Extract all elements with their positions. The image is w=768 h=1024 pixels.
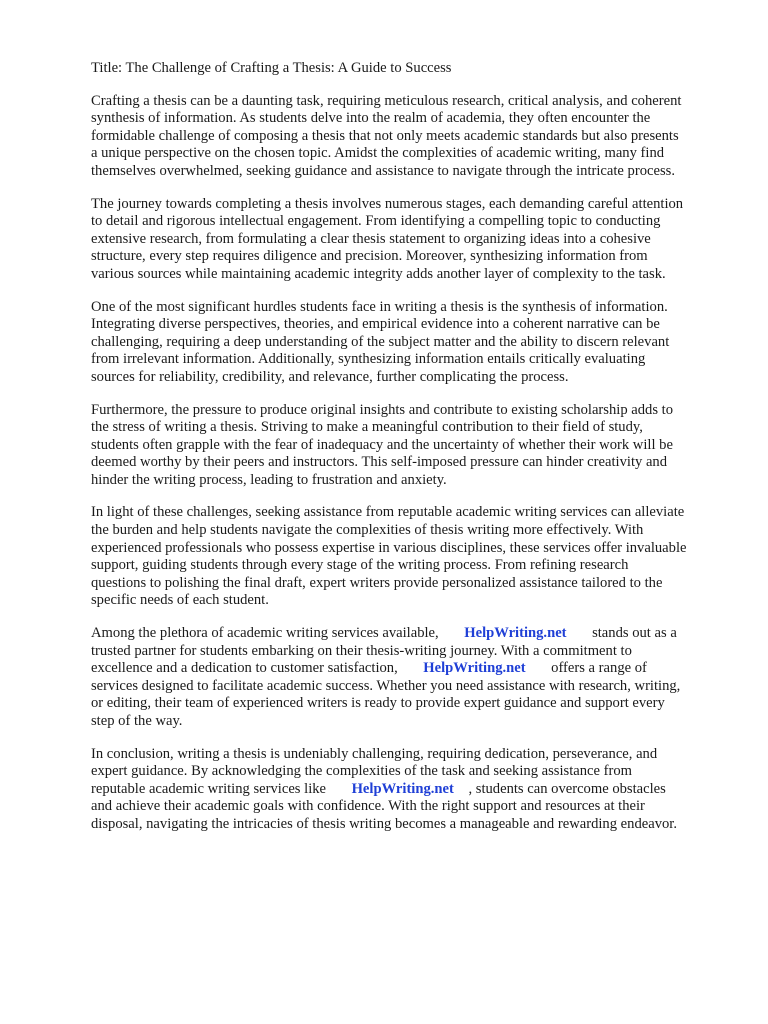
- paragraph-line: [91, 660, 731, 678]
- helpwriting-link[interactable]: HelpWriting.net: [464, 625, 567, 642]
- paragraph-text: , students can overcome obstacles: [468, 780, 666, 797]
- paragraph-line: step of the way.: [91, 713, 183, 729]
- document-title: Title: The Challenge of Crafting a Thesis: A Guide to Success: [91, 60, 452, 76]
- paragraph-line: trusted partner for students embarking on their thesis-writing journey. With a commitment to: [91, 642, 632, 659]
- paragraph-line: Furthermore, the pressure to produce original insights and contribute to existing scholarship adds to: [91, 401, 674, 418]
- paragraph-2: [91, 196, 731, 284]
- paragraph-line: [91, 781, 731, 799]
- paragraph-7: [91, 746, 731, 834]
- paragraph-line: various sources while maintaining academic integrity adds another layer of complexity to the task.: [91, 265, 666, 282]
- paragraph-line: structure, every step requires diligence and precision. Moreover, synthesizing information from: [91, 248, 648, 265]
- paragraph-1: [91, 93, 731, 181]
- paragraph-line: themselves overwhelmed, seeking guidance and assistance to navigate through the intricate process.: [91, 162, 675, 179]
- paragraph-text: Among the plethora of academic writing services available,: [91, 625, 439, 642]
- paragraph-5: [91, 504, 731, 610]
- paragraph-text: reputable academic writing services like: [91, 780, 327, 797]
- paragraph-line: services designed to facilitate academic success. Whether you need assistance with research, writing,: [91, 677, 681, 694]
- helpwriting-link[interactable]: HelpWriting.net: [351, 780, 454, 797]
- paragraph-line: from irrelevant information. Additionally, synthesizing information entails critically evaluating: [91, 351, 646, 368]
- paragraph-line: Crafting a thesis can be a daunting task, requiring meticulous research, critical analysis, and coherent: [91, 92, 682, 109]
- paragraph-line: sources for reliability, credibility, and relevance, further complicating the process.: [91, 368, 569, 385]
- paragraph-3: [91, 299, 731, 387]
- paragraph-line: deemed worthy by their peers and instructors. This self-imposed pressure can hinder creativity and: [91, 454, 668, 471]
- document-page: [91, 60, 731, 849]
- paragraph-line: extensive research, from formulating a clear thesis statement to organizing ideas into a cohesive: [91, 230, 651, 247]
- paragraph-line: formidable challenge of composing a thesis that not only meets academic standards but also presents: [91, 127, 679, 144]
- paragraph-line: specific needs of each student.: [91, 592, 269, 609]
- paragraph-line: In light of these challenges, seeking assistance from reputable academic writing services can alleviate: [91, 504, 685, 521]
- paragraph-text: offers a range of: [551, 660, 647, 677]
- paragraph-line: expert guidance. By acknowledging the complexities of the task and seeking assistance from: [91, 763, 633, 780]
- paragraph-line: the burden and help students navigate the complexities of thesis writing more effectively. With: [91, 522, 644, 539]
- paragraph-line: a unique perspective on the chosen topic. Amidst the complexities of academic writing, many find: [91, 145, 665, 162]
- paragraph-text: excellence and a dedication to customer satisfaction,: [91, 660, 398, 677]
- paragraph-line: support, guiding students through every stage of the writing process. From refining research: [91, 557, 629, 574]
- paragraph-line: students often grapple with the fear of inadequacy and the uncertainty of whether their work will be: [91, 436, 673, 453]
- paragraph-line: In conclusion, writing a thesis is undeniably challenging, requiring dedication, perseverance, and: [91, 745, 658, 762]
- paragraph-line: The journey towards completing a thesis involves numerous stages, each demanding careful attention: [91, 195, 684, 212]
- paragraph-text: stands out as a: [592, 625, 677, 642]
- paragraph-line: disposal, navigating the intricacies of thesis writing becomes a manageable and rewarding endeavor.: [91, 815, 677, 832]
- paragraph-line: Integrating diverse perspectives, theories, and empirical evidence into a coherent narrative can be: [91, 316, 660, 333]
- paragraph-line: hinder the writing process, leading to frustration and anxiety.: [91, 471, 447, 488]
- paragraph-line: synthesis of information. As students delve into the realm of academia, they often encounter the: [91, 110, 651, 127]
- paragraph-line: One of the most significant hurdles students face in writing a thesis is the synthesis of information.: [91, 298, 668, 315]
- paragraph-line: questions to polishing the final draft, expert writers provide personalized assistance tailored to the: [91, 574, 663, 591]
- paragraph-line: [91, 625, 731, 643]
- paragraph-line: challenging, requiring a deep understanding of the subject matter and the ability to discern relevant: [91, 333, 670, 350]
- paragraph-line: to detail and rigorous intellectual engagement. From identifying a compelling topic to conducting: [91, 213, 661, 230]
- paragraph-4: [91, 402, 731, 490]
- paragraph-line: experienced professionals who possess expertise in various disciplines, these services offer invaluable: [91, 539, 687, 556]
- paragraph-line: and achieve their academic goals with confidence. With the right support and resources at their: [91, 798, 645, 815]
- helpwriting-link[interactable]: HelpWriting.net: [423, 660, 526, 677]
- paragraph-line: the stress of writing a thesis. Striving to make a meaningful contribution to their field of study,: [91, 419, 643, 436]
- paragraph-6: [91, 625, 731, 731]
- paragraph-line: or editing, their team of experienced writers is ready to provide expert guidance and support every: [91, 695, 665, 712]
